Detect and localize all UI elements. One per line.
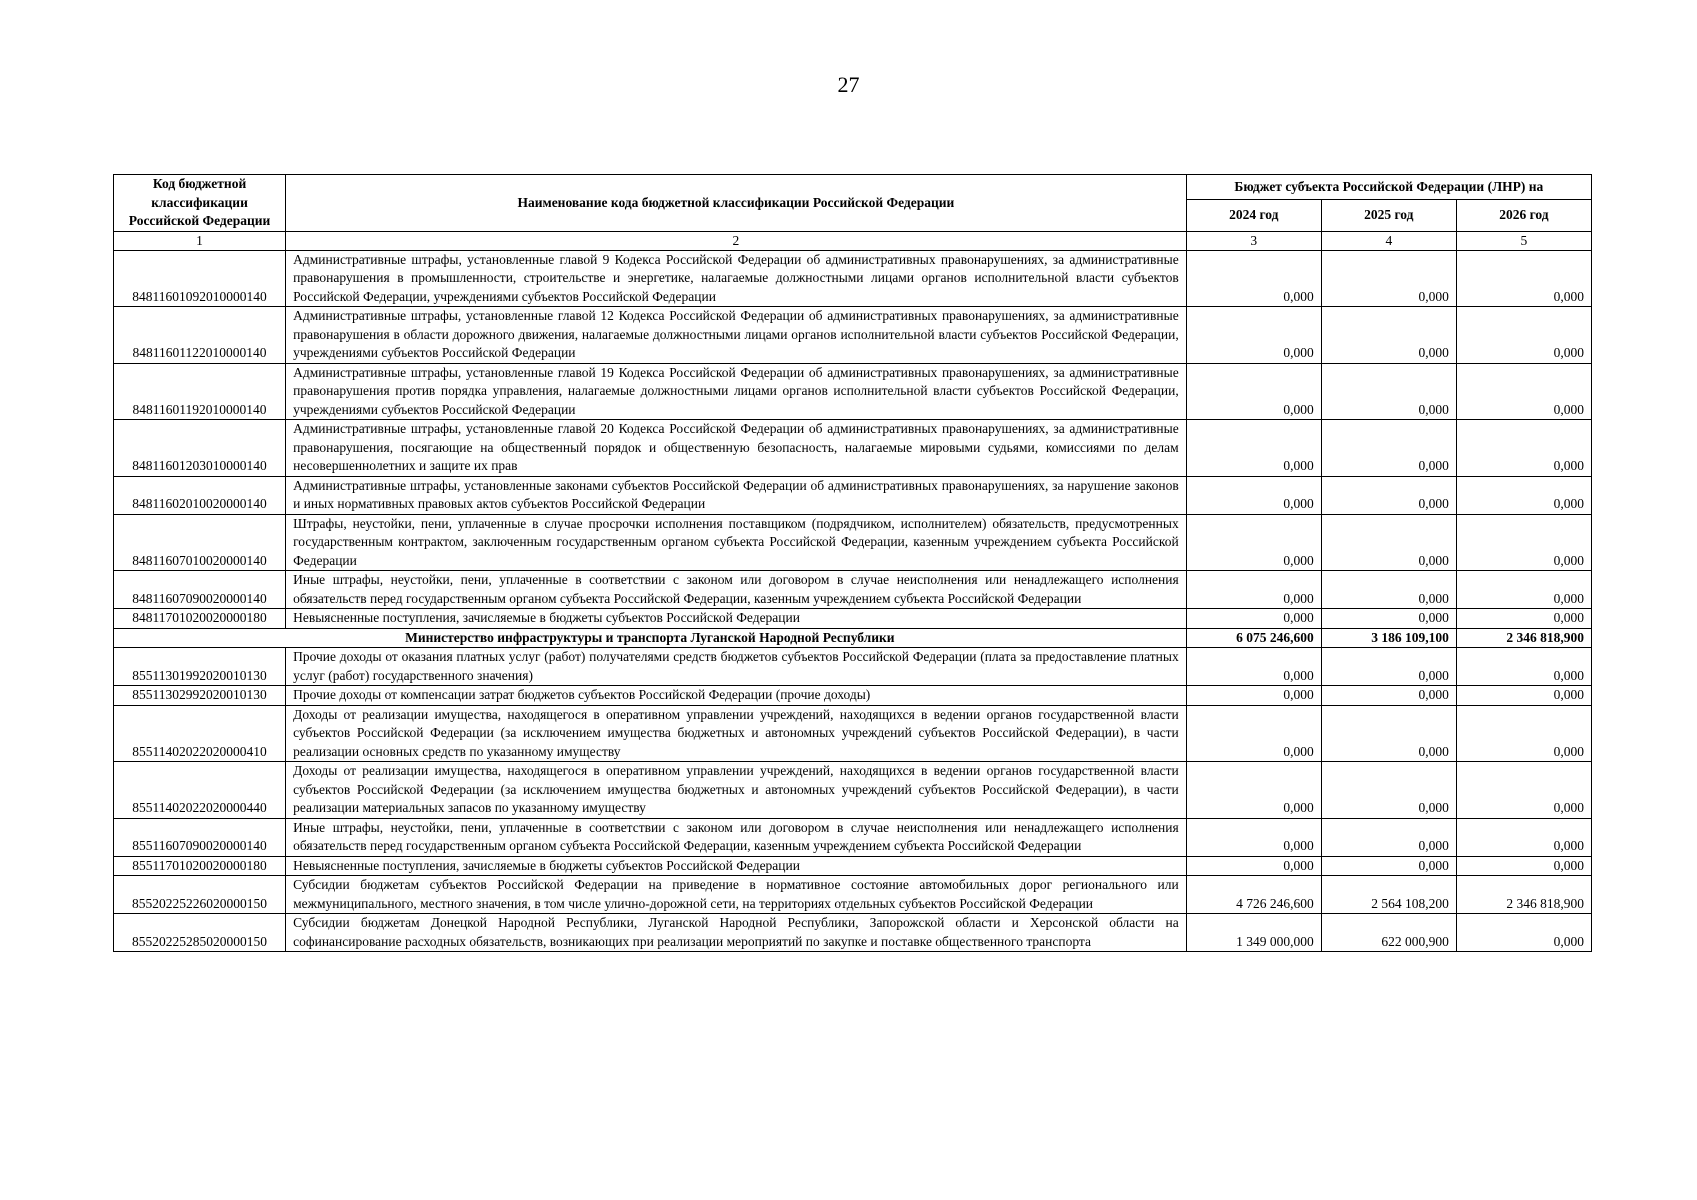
- amount-2026: 0,000: [1456, 250, 1591, 307]
- header-year-2024: 2024 год: [1186, 200, 1321, 231]
- amount-2024: 0,000: [1186, 648, 1321, 686]
- amount-2026: 0,000: [1456, 363, 1591, 420]
- code-description: Невыясненные поступления, зачисляемые в бюджеты субъектов Российской Федерации: [286, 609, 1187, 629]
- amount-2024: 4 726 246,600: [1186, 876, 1321, 914]
- table-row: [114, 420, 1592, 477]
- amount-2026: 0,000: [1456, 571, 1591, 609]
- budget-code: 84811601122010000140: [114, 307, 286, 364]
- table-row: [114, 363, 1592, 420]
- table-row: [114, 914, 1592, 952]
- amount-2025: 622 000,900: [1321, 914, 1456, 952]
- header-year-2026: 2026 год: [1456, 200, 1591, 231]
- column-number-row: [114, 231, 1592, 250]
- amount-2024: 0,000: [1186, 571, 1321, 609]
- column-number: 2: [286, 231, 1187, 250]
- amount-2025: 0,000: [1321, 420, 1456, 477]
- code-description: Административные штрафы, установленные главой 9 Кодекса Российской Федерации об административных правонарушениях, за административные правонарушения в промышленности, строительстве и энергетике, налагаемые должностными лицами органов исполнительной власти субъектов Российской Федерации, учреждениями субъектов Российской Федерации: [286, 250, 1187, 307]
- amount-2024: 6 075 246,600: [1186, 628, 1321, 648]
- amount-2025: 0,000: [1321, 476, 1456, 514]
- amount-2026: 0,000: [1456, 762, 1591, 819]
- budget-code: 85511701020020000180: [114, 856, 286, 876]
- table-row: [114, 686, 1592, 706]
- section-title: Министерство инфраструктуры и транспорта Луганской Народной Республики: [114, 628, 1187, 648]
- code-description: Иные штрафы, неустойки, пени, уплаченные в соответствии с законом или договором в случае неисполнения или ненадлежащего исполнения обязательств перед государственным органом субъекта Российской Федерации, казенным учреждением субъекта Российской Федерации: [286, 818, 1187, 856]
- code-description: Прочие доходы от компенсации затрат бюджетов субъектов Российской Федерации (прочие доходы): [286, 686, 1187, 706]
- budget-table: [113, 174, 1592, 952]
- code-description: Иные штрафы, неустойки, пени, уплаченные в соответствии с законом или договором в случае неисполнения или ненадлежащего исполнения обязательств перед государственным органом субъекта Российской Федерации, казенным учреждением субъекта Российской Федерации: [286, 571, 1187, 609]
- header-row: [114, 175, 1592, 200]
- table-row: [114, 762, 1592, 819]
- header-code: Код бюджетной классификации Российской Федерации: [114, 175, 286, 232]
- amount-2024: 0,000: [1186, 307, 1321, 364]
- table-row: [114, 705, 1592, 762]
- budget-code: 85511302992020010130: [114, 686, 286, 706]
- budget-code: 84811602010020000140: [114, 476, 286, 514]
- code-description: Невыясненные поступления, зачисляемые в бюджеты субъектов Российской Федерации: [286, 856, 1187, 876]
- table-row: [114, 856, 1592, 876]
- amount-2026: 2 346 818,900: [1456, 876, 1591, 914]
- budget-code: 85520225285020000150: [114, 914, 286, 952]
- amount-2026: 0,000: [1456, 686, 1591, 706]
- amount-2024: 0,000: [1186, 762, 1321, 819]
- code-description: Штрафы, неустойки, пени, уплаченные в случае просрочки исполнения поставщиком (подрядчиком, исполнителем) обязательств, предусмотренных государственным контрактом, заключенным государственным органом субъекта Российской Федерации, казенным учреждением субъекта Российской Федерации: [286, 514, 1187, 571]
- budget-code: 84811601092010000140: [114, 250, 286, 307]
- table-row: [114, 250, 1592, 307]
- section-row: [114, 628, 1592, 648]
- column-number: 1: [114, 231, 286, 250]
- amount-2026: 0,000: [1456, 420, 1591, 477]
- column-number: 4: [1321, 231, 1456, 250]
- budget-code: 85511301992020010130: [114, 648, 286, 686]
- table-row: [114, 648, 1592, 686]
- amount-2025: 0,000: [1321, 609, 1456, 629]
- budget-code: 84811601192010000140: [114, 363, 286, 420]
- amount-2025: 0,000: [1321, 571, 1456, 609]
- code-description: Субсидии бюджетам Донецкой Народной Республики, Луганской Народной Республики, Запорожской области и Херсонской области на софинансирование расходных обязательств, возникающих при реализации мероприятий по закупке и поставке общественного транспорта: [286, 914, 1187, 952]
- amount-2025: 0,000: [1321, 514, 1456, 571]
- code-description: Доходы от реализации имущества, находящегося в оперативном управлении учреждений, находящихся в ведении органов государственной власти субъектов Российской Федерации (за исключением имущества бюджетных и автономных учреждений субъектов Российской Федерации), в части реализации материальных запасов по указанному имуществу: [286, 762, 1187, 819]
- budget-code: 84811601203010000140: [114, 420, 286, 477]
- column-number: 3: [1186, 231, 1321, 250]
- amount-2024: 0,000: [1186, 514, 1321, 571]
- code-description: Прочие доходы от оказания платных услуг (работ) получателями средств бюджетов субъектов Российской Федерации (плата за предоставление платных услуг (работ) государственного значения): [286, 648, 1187, 686]
- amount-2024: 0,000: [1186, 856, 1321, 876]
- header-budget-group: Бюджет субъекта Российской Федерации (ЛНР) на: [1186, 175, 1591, 200]
- code-description: Доходы от реализации имущества, находящегося в оперативном управлении учреждений, находящихся в ведении органов государственной власти субъектов Российской Федерации (за исключением имущества бюджетных и автономных учреждений субъектов Российской Федерации), в части реализации основных средств по указанному имуществу: [286, 705, 1187, 762]
- table-row: [114, 818, 1592, 856]
- amount-2026: 0,000: [1456, 705, 1591, 762]
- amount-2025: 0,000: [1321, 648, 1456, 686]
- code-description: Административные штрафы, установленные главой 12 Кодекса Российской Федерации об административных правонарушениях, за административные правонарушения в области дорожного движения, налагаемые должностными лицами органов исполнительной власти субъектов Российской Федерации, учреждениями субъектов Российской Федерации: [286, 307, 1187, 364]
- table-row: [114, 307, 1592, 364]
- amount-2025: 0,000: [1321, 818, 1456, 856]
- budget-code: 85511402022020000410: [114, 705, 286, 762]
- table-row: [114, 514, 1592, 571]
- amount-2026: 0,000: [1456, 818, 1591, 856]
- budget-code: 85511607090020000140: [114, 818, 286, 856]
- amount-2025: 3 186 109,100: [1321, 628, 1456, 648]
- amount-2026: 2 346 818,900: [1456, 628, 1591, 648]
- budget-code: 84811607010020000140: [114, 514, 286, 571]
- amount-2024: 0,000: [1186, 609, 1321, 629]
- code-description: Административные штрафы, установленные главой 19 Кодекса Российской Федерации об административных правонарушениях, за административные правонарушения против порядка управления, налагаемые должностными лицами органов исполнительной власти субъектов Российской Федерации, учреждениями субъектов Российской Федерации: [286, 363, 1187, 420]
- table-row: [114, 476, 1592, 514]
- amount-2024: 1 349 000,000: [1186, 914, 1321, 952]
- amount-2025: 0,000: [1321, 250, 1456, 307]
- amount-2026: 0,000: [1456, 609, 1591, 629]
- amount-2024: 0,000: [1186, 686, 1321, 706]
- budget-code: 84811607090020000140: [114, 571, 286, 609]
- code-description: Субсидии бюджетам субъектов Российской Федерации на приведение в нормативное состояние автомобильных дорог регионального или межмуниципального, местного значения, в том числе улично-дорожной сети, на территориях отдельных субъектов Российской Федерации: [286, 876, 1187, 914]
- amount-2026: 0,000: [1456, 914, 1591, 952]
- amount-2025: 0,000: [1321, 686, 1456, 706]
- amount-2025: 0,000: [1321, 762, 1456, 819]
- amount-2024: 0,000: [1186, 420, 1321, 477]
- amount-2026: 0,000: [1456, 476, 1591, 514]
- budget-code: 85511402022020000440: [114, 762, 286, 819]
- code-description: Административные штрафы, установленные законами субъектов Российской Федерации об административных правонарушениях, за нарушение законов и иных нормативных правовых актов субъектов Российской Федерации: [286, 476, 1187, 514]
- code-description: Административные штрафы, установленные главой 20 Кодекса Российской Федерации об административных правонарушениях, за административные правонарушения, посягающие на общественный порядок и общественную безопасность, налагаемые мировыми судьями, комиссиями по делам несовершеннолетних и защите их прав: [286, 420, 1187, 477]
- amount-2024: 0,000: [1186, 250, 1321, 307]
- page-number: 27: [837, 72, 860, 97]
- amount-2026: 0,000: [1456, 307, 1591, 364]
- amount-2024: 0,000: [1186, 705, 1321, 762]
- table-row: [114, 571, 1592, 609]
- amount-2025: 2 564 108,200: [1321, 876, 1456, 914]
- header-year-2025: 2025 год: [1321, 200, 1456, 231]
- table-row: [114, 876, 1592, 914]
- amount-2025: 0,000: [1321, 856, 1456, 876]
- amount-2026: 0,000: [1456, 514, 1591, 571]
- budget-code: 84811701020020000180: [114, 609, 286, 629]
- budget-code: 85520225226020000150: [114, 876, 286, 914]
- header-name: Наименование кода бюджетной классификации Российской Федерации: [286, 175, 1187, 232]
- table-row: [114, 609, 1592, 629]
- amount-2024: 0,000: [1186, 363, 1321, 420]
- amount-2026: 0,000: [1456, 648, 1591, 686]
- column-number: 5: [1456, 231, 1591, 250]
- amount-2026: 0,000: [1456, 856, 1591, 876]
- amount-2025: 0,000: [1321, 307, 1456, 364]
- amount-2025: 0,000: [1321, 363, 1456, 420]
- amount-2024: 0,000: [1186, 476, 1321, 514]
- amount-2025: 0,000: [1321, 705, 1456, 762]
- amount-2024: 0,000: [1186, 818, 1321, 856]
